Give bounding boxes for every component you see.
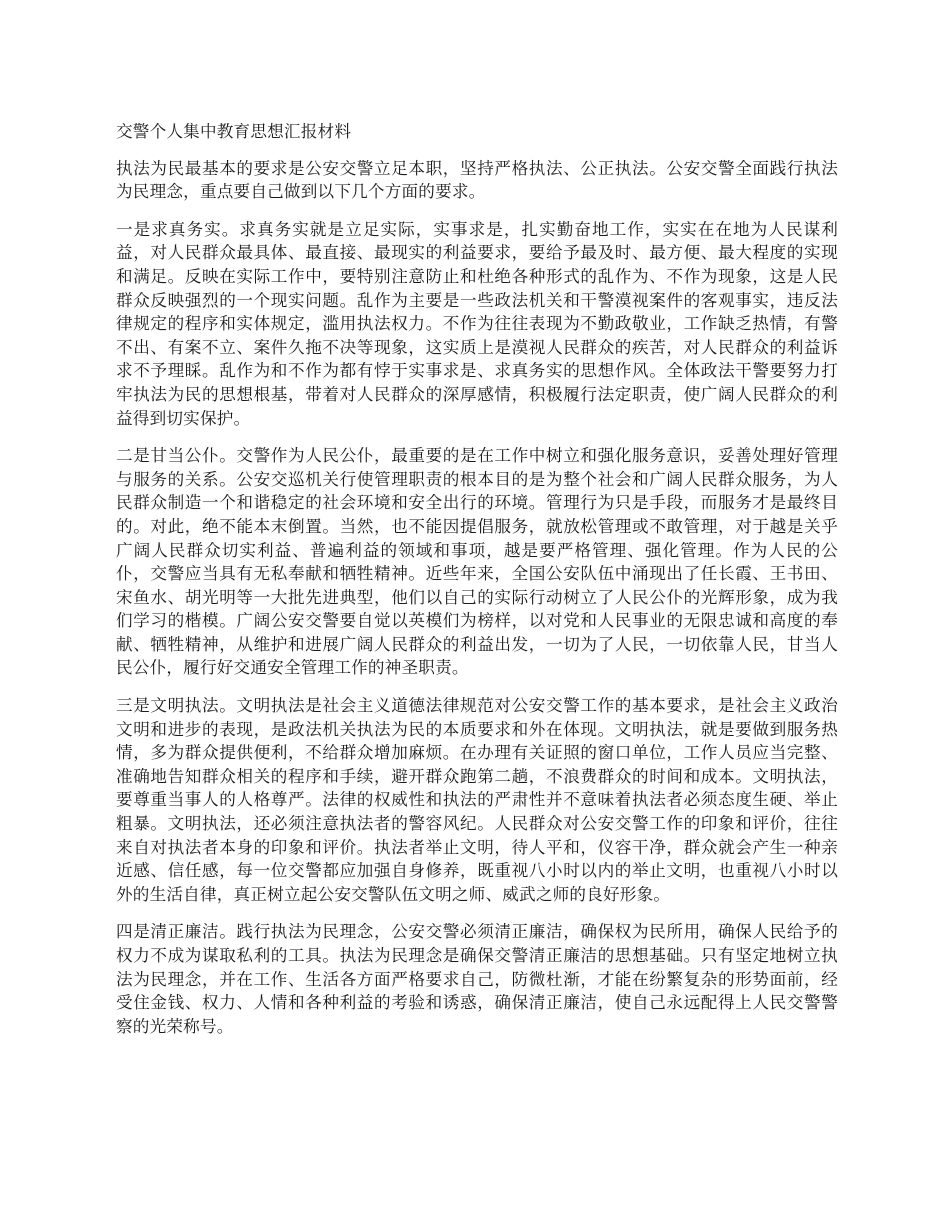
paragraph-public-servant: 二是甘当公仆。交警作为人民公仆，最重要的是在工作中树立和强化服务意识，妥善处理好管理与服务的关系。公安交巡机关行使管理职责的根本目的是为整个社会和广阔人民群众服务，为人民群众制造一个和谐稳定的社会环境和安全出行的环境。管理行为只是手段，而服务才是最终目的。对此，绝不能本末倒置。当然，也不能因提倡服务，就放松管理或不敢管理，对于越是关乎广阔人民群众切实利益、普遍利益的领域和事项，越是要严格管理、强化管理。作为人民的公仆，交警应当具有无私奉献和牺牲精神。近些年来，全国公安队伍中涌现出了任长霞、王书田、宋鱼水、胡光明等一大批先进典型，他们以自己的实际行动树立了人民公仆的光辉形象，成为我们学习的楷模。广阔公安交警要自觉以英模们为榜样，以对党和人民事业的无限忠诚和高度的奉献、牺牲精神，从维护和进展广阔人民群众的利益出发，一切为了人民，一切依靠人民，甘当人民公仆，履行好交通安全管理工作的神圣职责。	[116, 446, 838, 678]
document-title: 交警个人集中教育思想汇报材料	[116, 122, 352, 141]
paragraph-integrity: 四是清正廉洁。践行执法为民理念，公安交警必须清正廉洁，确保权为民所用，确保人民给予的权力不成为谋取私利的工具。执法为民理念是确保交警清正廉洁的思想基础。只有坚定地树立执法为民理念，并在工作、生活各方面严格要求自己，防微杜渐，才能在纷繁复杂的形势面前，经受住金钱、权力、人情和各种利益的考验和诱惑，确保清正廉洁，使自己永远配得上人民交警警察的光荣称号。	[116, 922, 838, 1036]
paragraph-intro: 执法为民最基本的要求是公安交警立足本职，坚持严格执法、公正执法。公安交警全面践行执法为民理念，重点要自己做到以下几个方面的要求。	[116, 158, 838, 202]
paragraph-civil-enforcement: 三是文明执法。文明执法是社会主义道德法律规范对公安交警工作的基本要求，是社会主义政治文明和进步的表现，是政法机关执法为民的本质要求和外在体现。文明执法，就是要做到服务热情，多为群众提供便利，不给群众增加麻烦。在办理有关证照的窗口单位，工作人员应当完整、准确地告知群众相关的程序和手续，避开群众跑第二趟，不浪费群众的时间和成本。文明执法，要尊重当事人的人格尊严。法律的权威性和执法的严肃性并不意味着执法者必须态度生硬、举止粗暴。文明执法，还必须注意执法者的警容风纪。人民群众对公安交警工作的印象和评价，往往来自对执法者本身的印象和评价。执法者举止文明，待人平和，仪容干净，群众就会产生一种亲近感、信任感，每一位交警都应加强自身修养，既重视八小时以内的举止文明，也重视八小时以外的生活自律，真正树立起公安交警队伍文明之师、威武之师的良好形象。	[116, 696, 838, 904]
paragraph-seek-truth: 一是求真务实。求真务实就是立足实际，实事求是，扎实勤奋地工作，实实在在地为人民谋利益，对人民群众最具体、最直接、最现实的利益要求，要给予最及时、最方便、最大程度的实现和满足。反映在实际工作中，要特别注意防止和杜绝各种形式的乱作为、不作为现象，这是人民群众反映强烈的一个现实问题。乱作为主要是一些政法机关和干警漠视案件的客观事实，违反法律规定的程序和实体规定，滥用执法权力。不作为往往表现为不勤政敬业，工作缺乏热情，有警不出、有案不立、案件久拖不决等现象，这实质上是漠视人民群众的疾苦，对人民群众的利益诉求不予理睬。乱作为和不作为都有悖于实事求是、求真务实的思想作风。全体政法干警要努力打牢执法为民的思想根基，带着对人民群众的深厚感情，积极履行法定职责，使广阔人民群众的利益得到切实保护。	[116, 219, 838, 428]
document-page	[116, 120, 838, 1052]
